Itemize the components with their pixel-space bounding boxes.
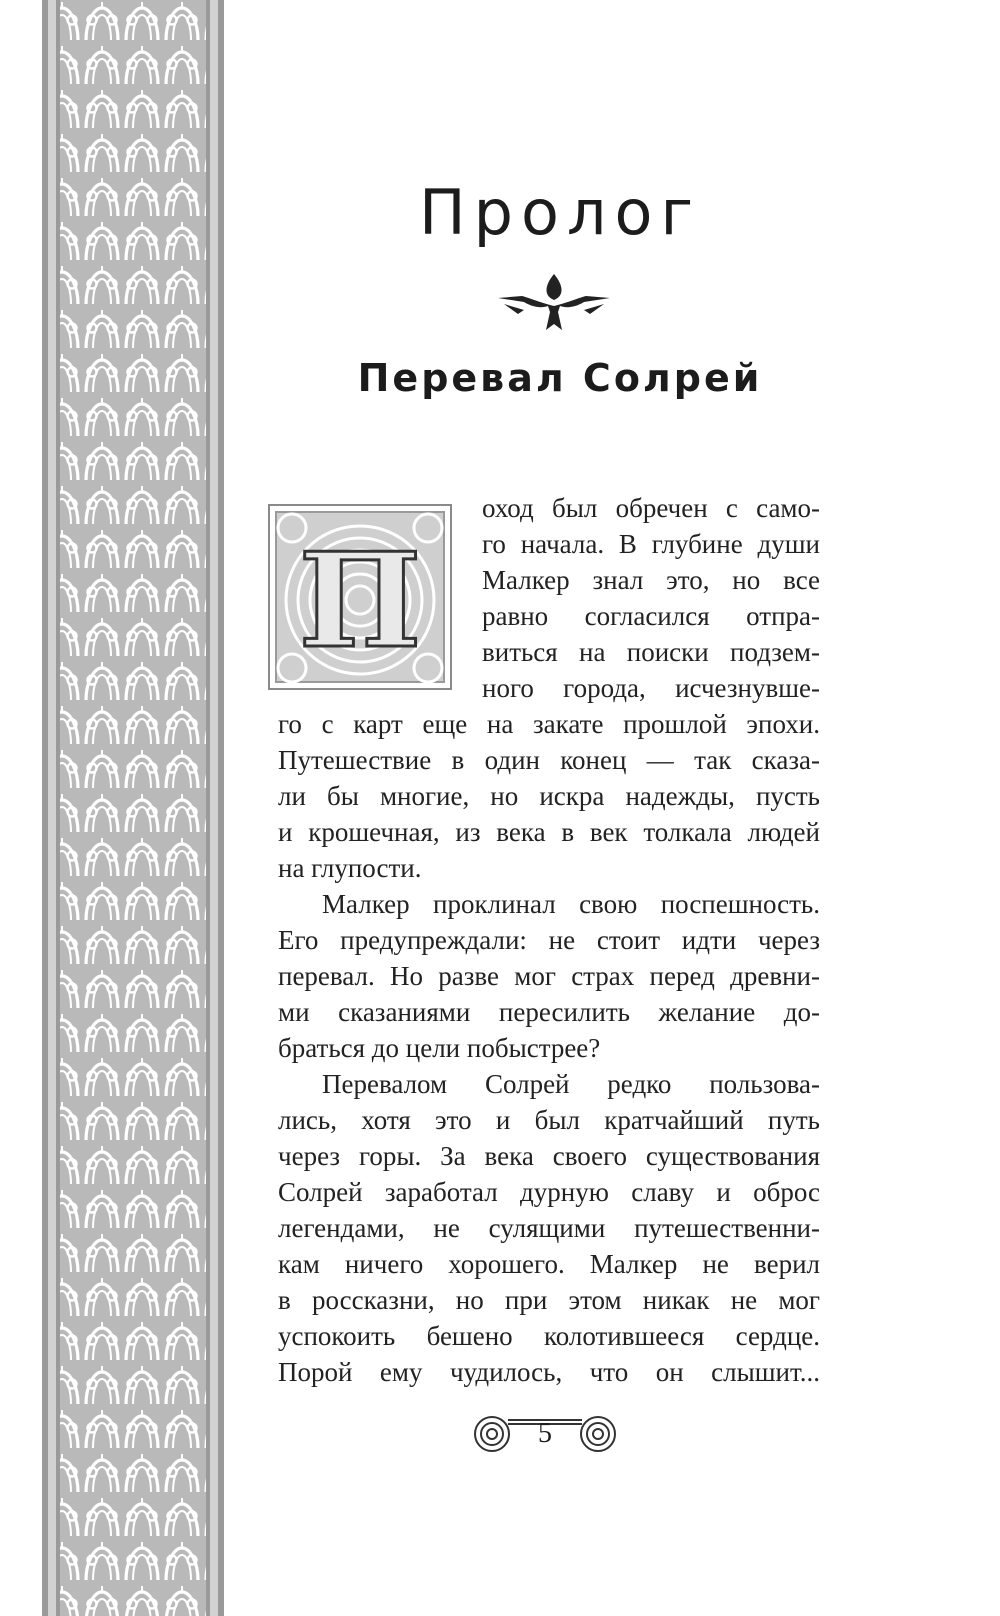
title-ornament	[494, 272, 614, 342]
chapter-subtitle: Перевал Солрей	[357, 356, 763, 400]
text-line: успокоить бешено колотившееся сердце.	[278, 1321, 820, 1351]
text-line: ного города, исчезнувше-	[482, 673, 820, 703]
text-line: го начала. В глубине души	[482, 529, 820, 559]
drop-cap	[268, 504, 452, 690]
text-line: браться до цели побыстрее?	[278, 1033, 601, 1063]
text-line: в россказни, но при этом никак не мог	[278, 1285, 820, 1315]
text-line: ли бы многие, но искра надежды, пусть	[278, 781, 820, 811]
text-line: через горы. За века своего существования	[278, 1141, 820, 1171]
text-line: Порой ему чудилось, что он слышит...	[278, 1357, 820, 1387]
decorative-border	[42, 0, 224, 1616]
text-line: Малкер знал это, но все	[482, 565, 820, 595]
text-line: перевал. Но разве мог страх перед древни-	[278, 961, 820, 991]
text-line: го с карт еще на закате прошлой эпохи.	[278, 709, 820, 739]
chapter-title: Пролог	[418, 176, 702, 249]
text-line: кам ничего хорошего. Малкер не верил	[278, 1249, 820, 1279]
text-line: Путешествие в один конец — так сказа-	[278, 745, 820, 775]
drop-cap-letter: П	[298, 524, 422, 677]
text-line: Перевалом Солрей редко пользова-	[322, 1069, 820, 1099]
page-number: 5	[538, 1418, 552, 1449]
text-line: на глупости.	[278, 853, 422, 883]
text-line: Малкер проклинал свою поспешность.	[322, 889, 820, 919]
text-line: равно согласился отпра-	[482, 601, 820, 631]
text-line: виться на поиски подзем-	[482, 637, 820, 667]
text-line: и крошечная, из века в век толкала людей	[278, 817, 820, 847]
text-line: легендами, не сулящими путешественни-	[278, 1213, 820, 1243]
text-line: ми сказаниями пересилить желание до-	[278, 997, 820, 1027]
text-line: Его предупреждали: не стоит идти через	[278, 925, 820, 955]
text-line: лись, хотя это и был кратчайший путь	[278, 1105, 820, 1135]
text-line: Солрей заработал дурную славу и оброс	[278, 1177, 820, 1207]
text-line: оход был обречен с само-	[482, 493, 820, 523]
